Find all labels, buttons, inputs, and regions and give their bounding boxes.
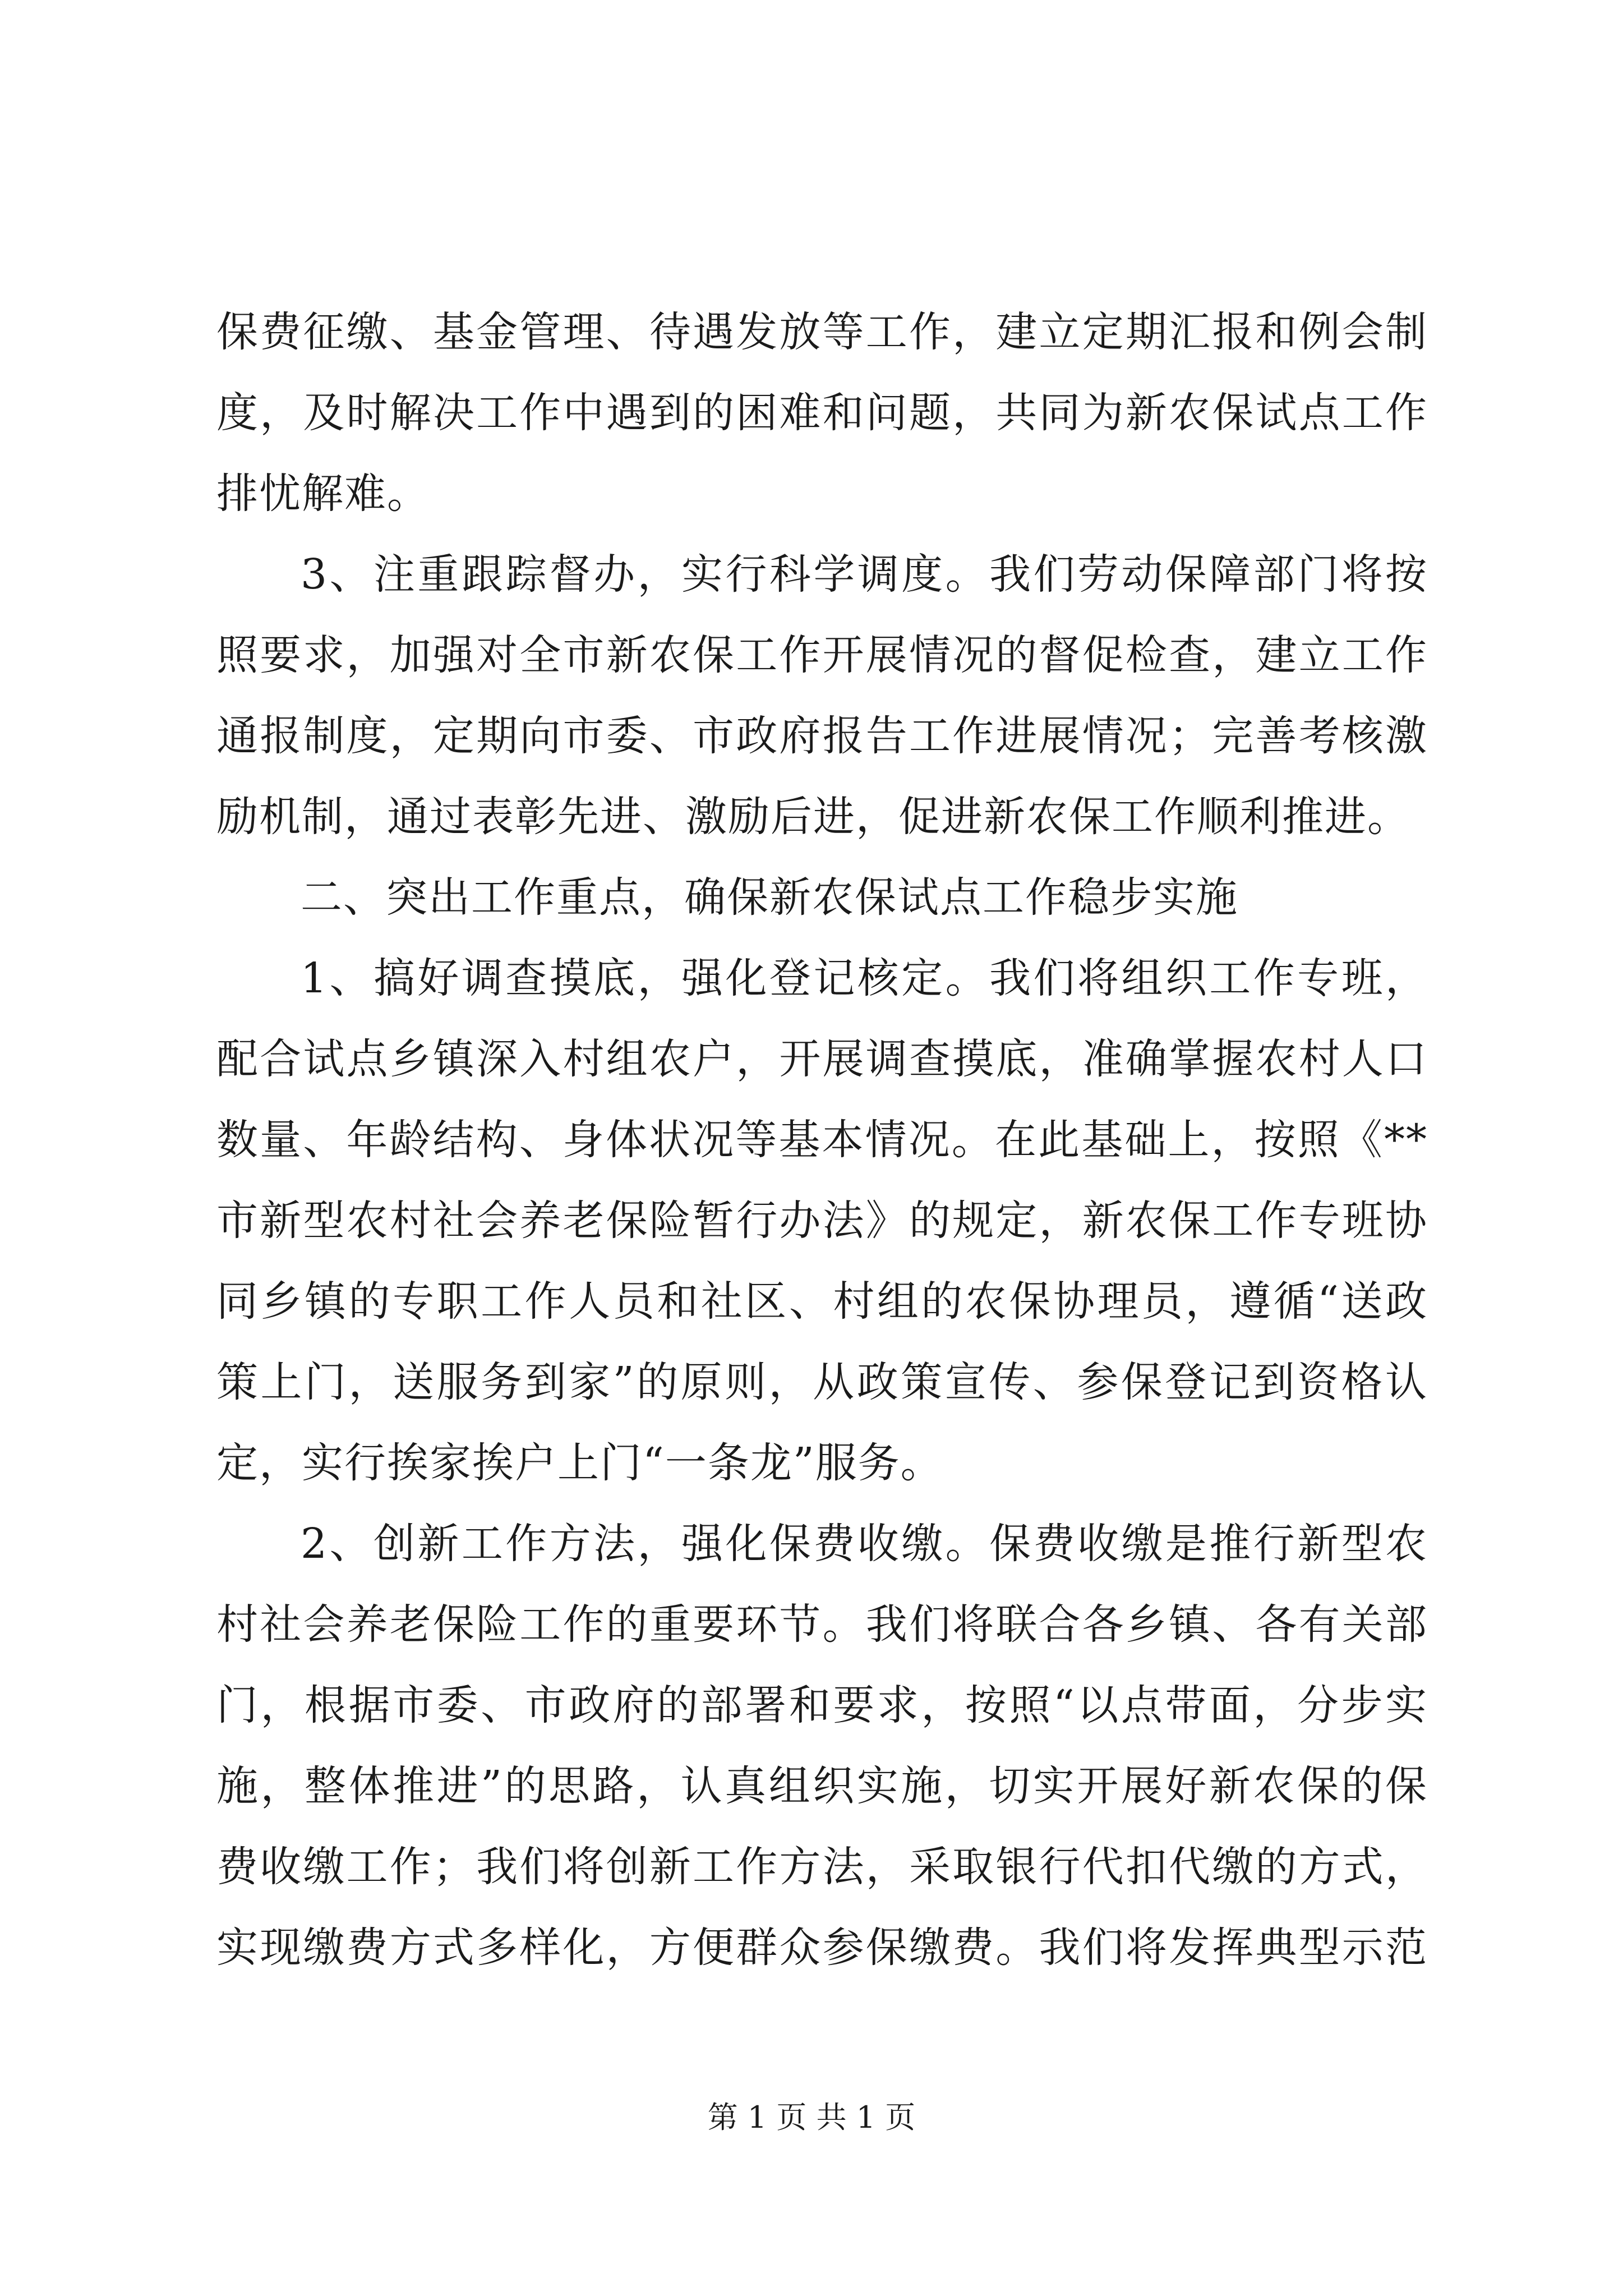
text-line: 门，根据市委、市政府的部署和要求，按照“以点带面，分步实 (216, 1681, 1428, 1729)
text-line: 配合试点乡镇深入村组农户，开展调查摸底，准确掌握农村人口 (216, 1035, 1428, 1083)
text-line: 2、创新工作方法，强化保费收缴。保费收缴是推行新型农 (301, 1520, 1428, 1568)
text-line: 3、注重跟踪督办，实行科学调度。我们劳动保障部门将按 (301, 550, 1428, 599)
text-line: 数量、年龄结构、身体状况等基本情况。在此基础上，按照《** (216, 1116, 1428, 1164)
text-line: 同乡镇的专职工作人员和社区、村组的农保协理员，遵循“送政 (216, 1277, 1428, 1326)
text-line: 励机制，通过表彰先进、激励后进，促进新农保工作顺利推进。 (216, 793, 1410, 841)
text-line: 村社会养老保险工作的重要环节。我们将联合各乡镇、各有关部 (216, 1600, 1428, 1649)
text-line: 施，整体推进”的思路，认真组织实施，切实开展好新农保的保 (216, 1762, 1428, 1810)
text-line: 保费征缴、基金管理、待遇发放等工作，建立定期汇报和例会制 (216, 308, 1428, 356)
text-line: 照要求，加强对全市新农保工作开展情况的督促检查，建立工作 (216, 631, 1428, 679)
text-line: 排忧解难。 (216, 470, 430, 518)
page-footer: 第 1 页 共 1 页 (707, 2100, 916, 2135)
text-line: 定，实行挨家挨户上门“一条龙”服务。 (216, 1439, 943, 1487)
text-line: 度，及时解决工作中遇到的困难和问题，共同为新农保试点工作 (216, 389, 1428, 437)
document-body (216, 292, 1428, 1988)
text-line: 1、搞好调查摸底，强化登记核定。我们将组织工作专班， (301, 954, 1428, 1002)
text-line: 实现缴费方式多样化，方便群众参保缴费。我们将发挥典型示范 (216, 1924, 1428, 1972)
text-line: 通报制度，定期向市委、市政府报告工作进展情况；完善考核激 (216, 712, 1428, 760)
text-line: 市新型农村社会养老保险暂行办法》的规定，新农保工作专班协 (216, 1197, 1428, 1245)
text-line: 二、突出工作重点，确保新农保试点工作稳步实施 (301, 873, 1238, 922)
text-line: 费收缴工作；我们将创新工作方法，采取银行代扣代缴的方式， (216, 1843, 1428, 1891)
text-line: 策上门，送服务到家”的原则，从政策宣传、参保登记到资格认 (216, 1358, 1428, 1406)
